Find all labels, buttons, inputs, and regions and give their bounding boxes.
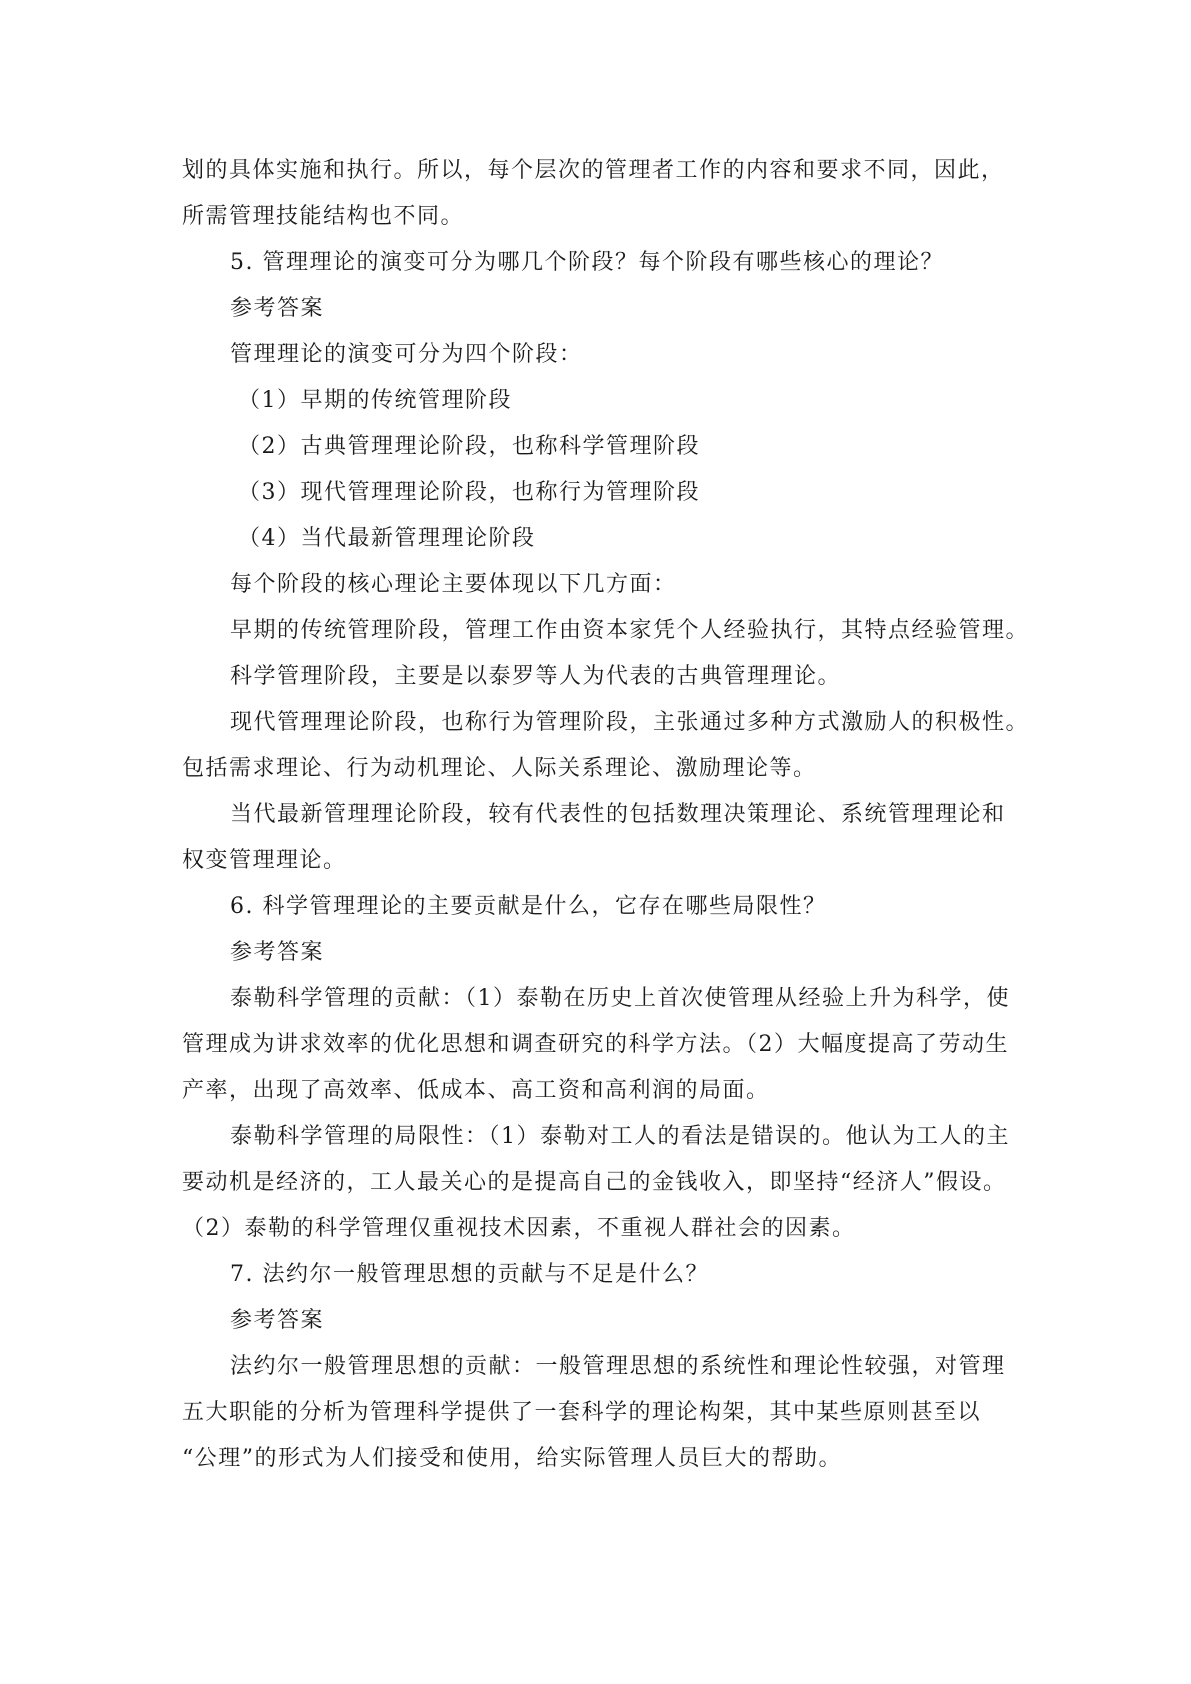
paragraph-line: 早期的传统管理阶段，管理工作由资本家凭个人经验执行，其特点经验管理。 <box>230 618 1030 643</box>
paragraph-line: 每个阶段的核心理论主要体现以下几方面： <box>230 572 677 597</box>
paragraph-line: 权变管理理论。 <box>182 848 347 873</box>
answer-heading: 参考答案 <box>230 1308 325 1333</box>
paragraph-line: 产率，出现了高效率、低成本、高工资和高利润的局面。 <box>182 1078 770 1103</box>
list-item: （3）现代管理理论阶段，也称行为管理阶段 <box>238 480 700 505</box>
answer-heading: 参考答案 <box>230 940 325 965</box>
paragraph-line: 管理理论的演变可分为四个阶段： <box>230 342 583 367</box>
paragraph-line: 包括需求理论、行为动机理论、人际关系理论、激励理论等。 <box>182 756 817 781</box>
list-item: （1）早期的传统管理阶段 <box>238 388 512 413</box>
question-6: 6. 科学管理理论的主要贡献是什么，它存在哪些局限性？ <box>230 894 827 919</box>
paragraph-line: 要动机是经济的，工人最关心的是提高自己的金钱收入，即坚持“经济人”假设。 <box>182 1170 1007 1195</box>
paragraph-line: 划的具体实施和执行。所以，每个层次的管理者工作的内容和要求不同，因此， <box>182 158 1005 183</box>
paragraph-line: 当代最新管理理论阶段，较有代表性的包括数理决策理论、系统管理理论和 <box>230 802 1006 827</box>
list-item: （4）当代最新管理理论阶段 <box>238 526 536 551</box>
paragraph-line: 管理成为讲求效率的优化思想和调查研究的科学方法。（2）大幅度提高了劳动生 <box>182 1032 1009 1057</box>
paragraph-line: 五大职能的分析为管理科学提供了一套科学的理论构架，其中某些原则甚至以 <box>182 1400 982 1425</box>
paragraph-line: 法约尔一般管理思想的贡献：一般管理思想的系统性和理论性较强，对管理 <box>230 1354 1006 1379</box>
paragraph-line: 泰勒科学管理的贡献：（1）泰勒在历史上首次使管理从经验上升为科学，使 <box>230 986 1010 1011</box>
document-body <box>182 148 1030 1482</box>
paragraph-line: 现代管理理论阶段，也称行为管理阶段，主张通过多种方式激励人的积极性。 <box>230 710 1030 735</box>
paragraph-line: 所需管理技能结构也不同。 <box>182 204 465 229</box>
question-5: 5. 管理理论的演变可分为哪几个阶段？每个阶段有哪些核心的理论？ <box>230 250 944 275</box>
list-item: （2）古典管理理论阶段，也称科学管理阶段 <box>238 434 700 459</box>
paragraph-line: 泰勒科学管理的局限性：（1）泰勒对工人的看法是错误的。他认为工人的主 <box>230 1124 1010 1149</box>
paragraph-line: “公理”的形式为人们接受和使用，给实际管理人员巨大的帮助。 <box>182 1446 842 1471</box>
answer-heading: 参考答案 <box>230 296 325 321</box>
paragraph-line: （2）泰勒的科学管理仅重视技术因素，不重视人群社会的因素。 <box>182 1216 856 1241</box>
paragraph-line: 科学管理阶段，主要是以泰罗等人为代表的古典管理理论。 <box>230 664 842 689</box>
question-7: 7. 法约尔一般管理思想的贡献与不足是什么？ <box>230 1262 709 1287</box>
